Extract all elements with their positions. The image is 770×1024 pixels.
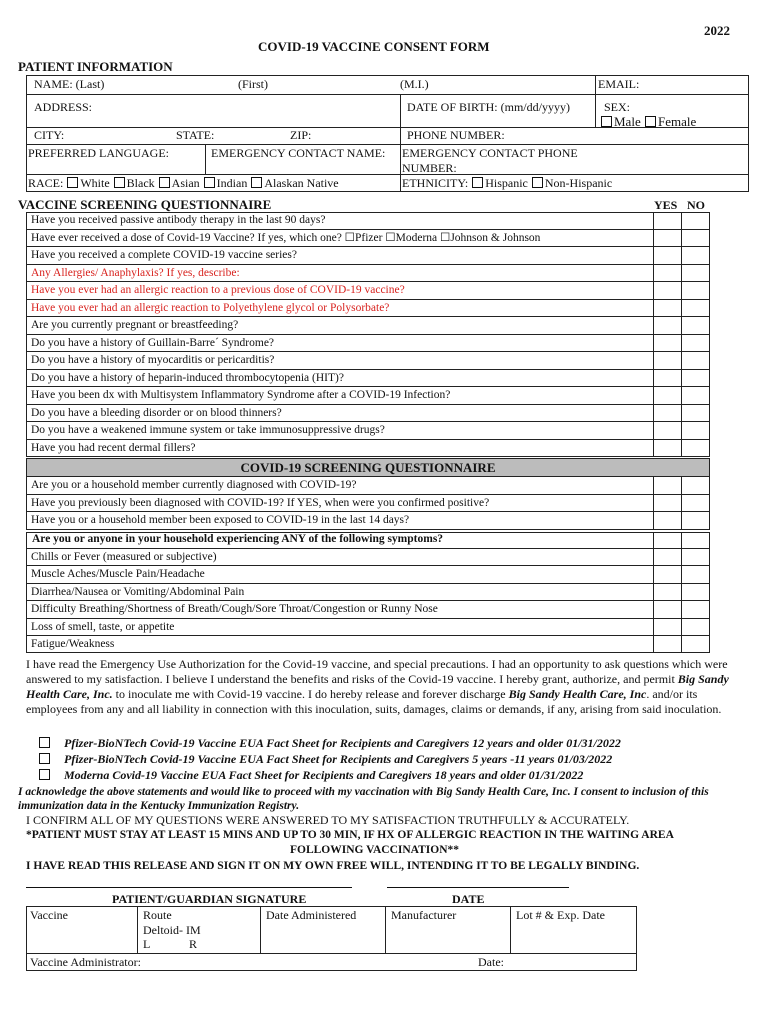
name-first-label: (First) xyxy=(238,77,268,91)
alaskan-label: Alaskan Native xyxy=(264,176,339,190)
symptoms-heading: Are you or anyone in your household experiencing ANY of the following symptoms? xyxy=(32,533,444,545)
vaccine-question: Do you have a bleeding disorder or on blood thinners? xyxy=(26,405,654,423)
admin-left-label[interactable]: L xyxy=(143,937,151,951)
language-label: PREFERRED LANGUAGE: xyxy=(28,146,170,160)
consent-paragraph xyxy=(26,657,734,717)
vaccine-question: Do you have a history of myocarditis or pericarditis? xyxy=(26,352,654,370)
form-title: COVID-19 VACCINE CONSENT FORM xyxy=(258,39,490,54)
consent-text-2: to inoculate me with Covid-19 vaccine. I do hereby release and forever discharge xyxy=(112,687,509,701)
vaccine-question: Have you had recent dermal fillers? xyxy=(26,440,654,458)
covid-question: Are you or a household member currently diagnosed with COVID-19? xyxy=(26,477,654,495)
female-checkbox[interactable] xyxy=(645,116,656,127)
vaccine-question: Have you ever had an allergic reaction to Polyethylene glycol or Polysorbate? xyxy=(26,300,654,318)
admin-administrator-label: Vaccine Administrator: xyxy=(30,955,141,969)
symptom-no-box[interactable] xyxy=(681,549,710,566)
male-checkbox[interactable] xyxy=(601,116,612,127)
vaccine-yes-box[interactable] xyxy=(653,440,682,458)
vaccine-question: Do you have a weakened immune system or take immunosuppressive drugs? xyxy=(26,422,654,440)
release-statement: I HAVE READ THIS RELEASE AND SIGN IT ON MY OWN FREE WILL, INTENDING IT TO BE LEGALLY BINDING. xyxy=(26,860,640,872)
date-label: DATE xyxy=(452,892,485,906)
vaccine-question: Have you ever had an allergic reaction to a previous dose of COVID-19 vaccine? xyxy=(26,282,654,300)
fact-sheet-3: Moderna Covid-19 Vaccine EUA Fact Sheet for Recipients and Caregivers 18 years and older 01/31/2022 xyxy=(64,768,584,782)
admin-route-label: Route xyxy=(143,908,172,922)
vaccine-yes-box[interactable] xyxy=(653,300,682,318)
vaccine-yes-box[interactable] xyxy=(653,212,682,230)
vaccine-no-box[interactable] xyxy=(681,405,710,423)
vaccine-no-box[interactable] xyxy=(681,230,710,248)
indian-checkbox[interactable] xyxy=(204,177,215,188)
vaccine-yes-box[interactable] xyxy=(653,335,682,353)
vaccine-yes-box[interactable] xyxy=(653,422,682,440)
white-label: White xyxy=(80,176,110,190)
address-label: ADDRESS: xyxy=(34,100,93,114)
vaccine-no-box[interactable] xyxy=(681,387,710,405)
city-label: CITY: xyxy=(34,128,65,142)
state-label: STATE: xyxy=(176,128,215,142)
white-checkbox[interactable] xyxy=(67,177,78,188)
symptom-question: Diarrhea/Nausea or Vomiting/Abdominal Pain xyxy=(26,584,654,601)
covid-yes-box[interactable] xyxy=(653,512,682,530)
vaccine-question: Any Allergies/ Anaphylaxis? If yes, describe: xyxy=(26,265,654,283)
admin-manufacturer-label: Manufacturer xyxy=(391,908,457,922)
vaccine-question: Do you have a history of heparin-induced thrombocytopenia (HIT)? xyxy=(26,370,654,388)
fact-sheet-3-checkbox[interactable] xyxy=(39,769,50,780)
patient-info-heading: PATIENT INFORMATION xyxy=(18,59,173,74)
covid-no-box[interactable] xyxy=(681,512,710,530)
emergency-phone-label-2: NUMBER: xyxy=(402,161,457,175)
symptom-question: Muscle Aches/Muscle Pain/Headache xyxy=(26,566,654,583)
dob-label: DATE OF BIRTH: (mm/dd/yyyy) xyxy=(407,100,570,114)
consent-text-1: I have read the Emergency Use Authorization for the Covid-19 vaccine, and special precautions. I had an opportunity to ask questions which were answered to my satisfaction. I believe I understand the benefits and risks of the Covid-19 vaccine. I hereby grant, authorize, and permit xyxy=(26,657,728,686)
vaccine-question: Do you have a history of Guillain-Barre´ Syndrome? xyxy=(26,335,654,353)
vaccine-no-box[interactable] xyxy=(681,247,710,265)
symptom-yes-box[interactable] xyxy=(653,549,682,566)
vaccine-yes-box[interactable] xyxy=(653,352,682,370)
symptom-yes-box[interactable] xyxy=(653,636,682,653)
admin-deltoid-label: Deltoid- IM xyxy=(143,923,201,937)
indian-label: Indian xyxy=(216,176,248,190)
consent-text-3: . and/or its employees from any and all liability in connection with this inoculation, suits, damages, claims or demands, if any, arising from said inoculation. xyxy=(26,687,722,716)
org-name-2: Big Sandy Health Care, Inc xyxy=(508,687,647,701)
non-hispanic-checkbox[interactable] xyxy=(532,177,543,188)
yes-header: YES xyxy=(654,198,678,212)
waiting-notice-1: *PATIENT MUST STAY AT LEAST 15 MINS AND UP TO 30 MIN, IF HX OF ALLERGIC REACTION IN THE WAITING AREA xyxy=(26,829,674,841)
fact-sheet-1: Pfizer-BioNTech Covid-19 Vaccine EUA Fact Sheet for Recipients and Caregivers 12 years and older 01/31/2022 xyxy=(64,736,621,750)
symptom-no-box[interactable] xyxy=(681,566,710,583)
symptom-question: Chills or Fever (measured or subjective) xyxy=(26,549,654,566)
covid-no-box[interactable] xyxy=(681,495,710,513)
covid-question: Have you previously been diagnosed with COVID-19? If YES, when were you confirmed positive? xyxy=(26,495,654,513)
hispanic-label: Hispanic xyxy=(485,176,528,190)
zip-label: ZIP: xyxy=(290,128,312,142)
vaccine-no-box[interactable] xyxy=(681,282,710,300)
asian-checkbox[interactable] xyxy=(159,177,170,188)
male-label: Male xyxy=(614,114,641,129)
vaccine-question: Have you received a complete COVID-19 vaccine series? xyxy=(26,247,654,265)
vaccine-no-box[interactable] xyxy=(681,440,710,458)
alaskan-checkbox[interactable] xyxy=(251,177,262,188)
covid-no-box[interactable] xyxy=(681,477,710,495)
fact-sheet-3-row xyxy=(38,768,583,783)
fact-sheet-1-checkbox[interactable] xyxy=(39,737,50,748)
fact-sheet-2-checkbox[interactable] xyxy=(39,753,50,764)
admin-right-label[interactable]: R xyxy=(189,937,198,951)
symptom-no-box[interactable] xyxy=(681,619,710,636)
vaccine-yes-box[interactable] xyxy=(653,317,682,335)
emergency-name-label: EMERGENCY CONTACT NAME: xyxy=(211,146,386,160)
vaccine-yes-box[interactable] xyxy=(653,405,682,423)
date-line[interactable] xyxy=(387,887,569,888)
sex-label: SEX: xyxy=(604,100,631,114)
vaccine-screening-heading: VACCINE SCREENING QUESTIONNAIRE xyxy=(18,197,272,212)
vaccine-yes-box[interactable] xyxy=(653,230,682,248)
vaccine-yes-box[interactable] xyxy=(653,247,682,265)
race-label: RACE: xyxy=(28,176,64,190)
symptom-question: Difficulty Breathing/Shortness of Breath/Cough/Sore Throat/Congestion or Runny Nose xyxy=(26,601,654,618)
vaccine-question: Have you been dx with Multisystem Inflammatory Syndrome after a COVID-19 Infection? xyxy=(26,387,654,405)
race-row xyxy=(28,176,339,191)
symptom-no-box[interactable] xyxy=(681,636,710,653)
symptom-yes-box[interactable] xyxy=(653,566,682,583)
vaccine-yes-box[interactable] xyxy=(653,370,682,388)
vaccine-question: Have you received passive antibody therapy in the last 90 days? xyxy=(26,212,654,230)
hispanic-checkbox[interactable] xyxy=(472,177,483,188)
no-header: NO xyxy=(687,198,705,212)
fact-sheet-2: Pfizer-BioNTech Covid-19 Vaccine EUA Fact Sheet for Recipients and Caregivers 5 years -11 years 01/03/2022 xyxy=(64,752,613,766)
vaccine-question: Have ever received a dose of Covid-19 Vaccine? If yes, which one? ☐Pfizer ☐Moderna ☐Johnson & Johnson xyxy=(26,230,654,248)
symptom-yes-box[interactable] xyxy=(653,619,682,636)
admin-vaccine-label: Vaccine xyxy=(30,908,68,922)
symptom-question: Loss of smell, taste, or appetite xyxy=(26,619,654,636)
vaccine-yes-box[interactable] xyxy=(653,282,682,300)
symptom-question: Fatigue/Weakness xyxy=(26,636,654,653)
vaccine-no-box[interactable] xyxy=(681,335,710,353)
asian-label: Asian xyxy=(171,176,200,190)
name-cell[interactable] xyxy=(26,75,596,95)
emergency-phone-label-1: EMERGENCY CONTACT PHONE xyxy=(402,146,578,160)
female-label: Female xyxy=(657,114,697,129)
ethnicity-label: ETHNICITY: xyxy=(402,176,469,190)
ethnicity-row xyxy=(402,176,612,191)
symptoms-heading-no xyxy=(681,532,710,549)
vaccine-no-box[interactable] xyxy=(681,212,710,230)
signature-line[interactable] xyxy=(26,887,352,888)
symptom-no-box[interactable] xyxy=(681,584,710,601)
admin-lot-label: Lot # & Exp. Date xyxy=(516,908,605,922)
vaccine-yes-box[interactable] xyxy=(653,265,682,283)
covid-yes-box[interactable] xyxy=(653,495,682,513)
fact-sheet-2-row xyxy=(38,752,612,767)
vaccine-no-box[interactable] xyxy=(681,265,710,283)
org-name-1: Big Sandy Health Care, Inc. xyxy=(26,672,729,701)
symptoms-heading-yes xyxy=(653,532,682,549)
admin-date-bottom-label: Date: xyxy=(478,955,504,969)
covid-screening-heading: COVID-19 SCREENING QUESTIONNAIRE xyxy=(26,458,710,477)
black-checkbox[interactable] xyxy=(114,177,125,188)
confirm-statement: I CONFIRM ALL OF MY QUESTIONS WERE ANSWERED TO MY SATISFACTION TRUTHFULLY & ACCURATELY. xyxy=(26,813,630,827)
covid-question: Have you or a household member been exposed to COVID-19 in the last 14 days? xyxy=(26,512,654,530)
phone-label: PHONE NUMBER: xyxy=(407,128,505,142)
vaccine-yes-box[interactable] xyxy=(653,387,682,405)
black-label: Black xyxy=(126,176,155,190)
vaccine-question: Are you currently pregnant or breastfeeding? xyxy=(26,317,654,335)
email-label: EMAIL: xyxy=(598,77,640,91)
symptom-yes-box[interactable] xyxy=(653,584,682,601)
vaccine-no-box[interactable] xyxy=(681,317,710,335)
fact-sheet-1-row xyxy=(38,736,621,751)
symptom-yes-box[interactable] xyxy=(653,601,682,618)
admin-date-label: Date Administered xyxy=(266,908,357,922)
name-last-label: NAME: (Last) xyxy=(34,77,105,91)
waiting-notice-2: FOLLOWING VACCINATION** xyxy=(290,844,460,856)
vaccine-no-box[interactable] xyxy=(681,352,710,370)
symptom-no-box[interactable] xyxy=(681,601,710,618)
vaccine-no-box[interactable] xyxy=(681,370,710,388)
vaccine-no-box[interactable] xyxy=(681,422,710,440)
signature-label: PATIENT/GUARDIAN SIGNATURE xyxy=(112,892,307,906)
covid-yes-box[interactable] xyxy=(653,477,682,495)
form-year: 2022 xyxy=(704,23,730,38)
vaccine-no-box[interactable] xyxy=(681,300,710,318)
name-mi-label: (M.I.) xyxy=(400,77,429,91)
registry-acknowledgement: I acknowledge the above statements and would like to proceed with my vaccination with Big Sandy Health Care, Inc. I consent to inclusion of this immunization data in the Kentucky Immunization Registry. xyxy=(18,786,709,812)
non-hispanic-label: Non-Hispanic xyxy=(544,176,613,190)
